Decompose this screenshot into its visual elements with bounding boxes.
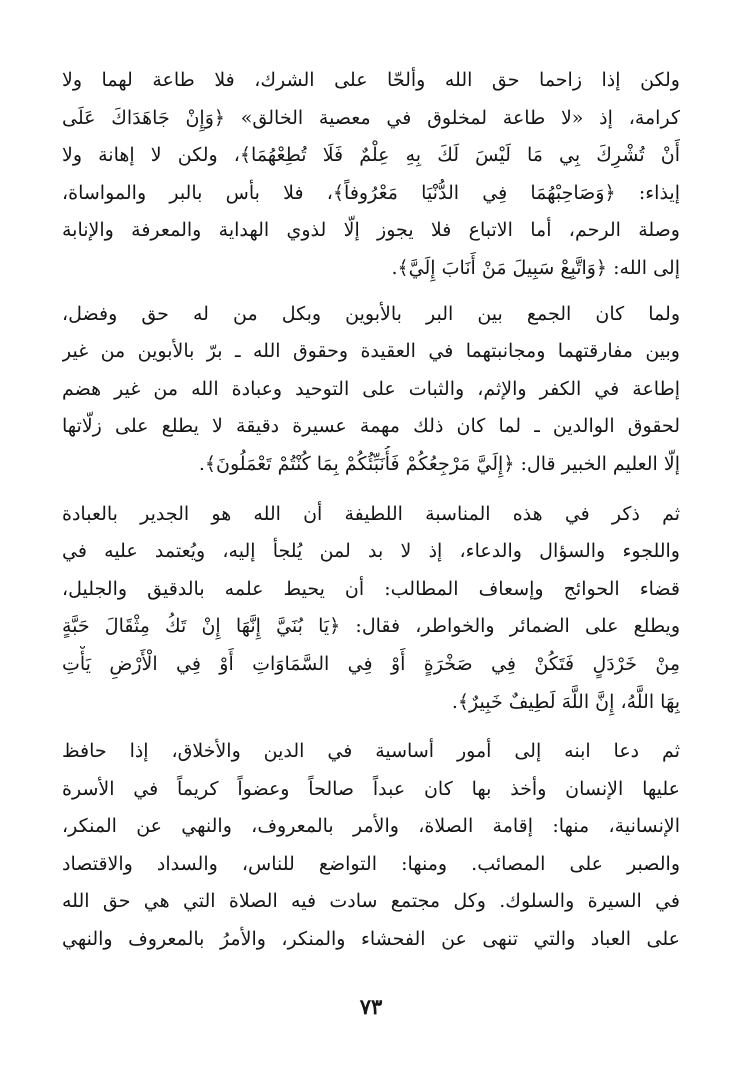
text-line: وبين مفارقتهما ومجانبتهما في العقيدة وحقوق الله ـ برّ بالأبوين من غير: [62, 340, 680, 363]
text-line: إلى الله: ﴿وَاتَّبِعْ سَبِيلَ مَنْ أَنَابَ إِلَيَّ﴾.: [391, 256, 680, 279]
paragraph-2: [62, 296, 680, 484]
text-line: إلّا العليم الخبير قال: ﴿إِلَيَّ مَرْجِعُكُمْ فَأُنَبِّئُكُمْ بِمَا كُنْتُمْ تَعْمَلُونَ﴾.: [198, 452, 680, 475]
text-line: ولكن إذا زاحما حق الله وألحّا على الشرك، فلا طاعة لهما ولا: [62, 69, 680, 91]
text-line: إطاعة في الكفر والإثم، والثبات على التوحيد وعبادة الله من غير هضم: [62, 377, 680, 400]
text-line: واللجوء والسؤال والدعاء، إذ لا بد لمن يُلجأ إليه، ويُعتمد عليه في: [62, 540, 680, 563]
text-line: مِنْ خَرْدَلٍ فَتَكُنْ فِي صَخْرَةٍ أَوْ فِي السَّمَاوَاتِ أَوْ فِي الْأَرْضِ يَأْتِ: [62, 652, 680, 675]
body-text: [62, 62, 680, 959]
text-line: ويطلع على الضمائر والخواطر، فقال: ﴿يَا بُنَيَّ إِنَّهَا إِنْ تَكُ مِثْقَالَ حَبَّةٍ: [62, 615, 680, 638]
text-line: والصبر على المصائب. ومنها: التواضع للناس، والسداد والاقتصاد: [62, 852, 680, 875]
text-line: في السيرة والسلوك. وكل مجتمع سادت فيه الصلاة التي هي حق الله: [62, 890, 680, 913]
text-line: ثم دعا ابنه إلى أمور أساسية في الدين والأخلاق، إذا حافظ: [62, 740, 680, 763]
text-line: أَنْ تُشْرِكَ بِي مَا لَيْسَ لَكَ بِهِ عِلْمٌ فَلَا تُطِعْهُمَا﴾، ولكن لا إهانة ولا: [62, 144, 680, 167]
text-line: عليها الإنسان وأخذ بها كان عبداً صالحاً وعضواً كريماً في الأسرة: [62, 777, 680, 800]
text-line: قضاء الحوائج وإسعاف المطالب: أن يحيط علمه بالدقيق والجليل،: [62, 577, 680, 600]
text-line: كرامة، إذ «لا طاعة لمخلوق في معصية الخالق» ﴿وَإِنْ جَاهَدَاكَ عَلَى: [62, 106, 680, 129]
page-number: ٧٣: [359, 994, 383, 1019]
text-line: على العباد والتي تنهى عن الفحشاء والمنكر، والأمرُ بالمعروف والنهي: [62, 928, 680, 951]
text-line: وصلة الرحم، أما الاتباع فلا يجوز إلّا لذوي الهداية والمعرفة والإنابة: [62, 219, 680, 242]
paragraph-4: [62, 733, 680, 959]
paragraph-3: [62, 496, 680, 722]
text-line: إيذاء: ﴿وَصَاحِبْهُمَا فِي الدُّنْيَا مَعْرُوفاً﴾، فلا بأس بالبر والمواساة،: [62, 181, 680, 204]
paragraph-1: [62, 62, 680, 288]
text-line: ثم ذكر في هذه المناسبة اللطيفة أن الله هو الجدير بالعبادة: [62, 502, 680, 525]
text-line: لحقوق الوالدين ـ لما كان ذلك مهمة عسيرة دقيقة لا يطلع على زلّاتها: [62, 415, 680, 438]
text-line: بِهَا اللَّهُ، إِنَّ اللَّهَ لَطِيفٌ خَبِيرٌ﴾.: [451, 690, 680, 713]
text-line: الإنسانية، منها: إقامة الصلاة، والأمر بالمعروف، والنهي عن المنكر،: [62, 815, 680, 838]
text-line: ولما كان الجمع بين البر بالأبوين وبكل من له حق وفضل،: [62, 302, 680, 325]
